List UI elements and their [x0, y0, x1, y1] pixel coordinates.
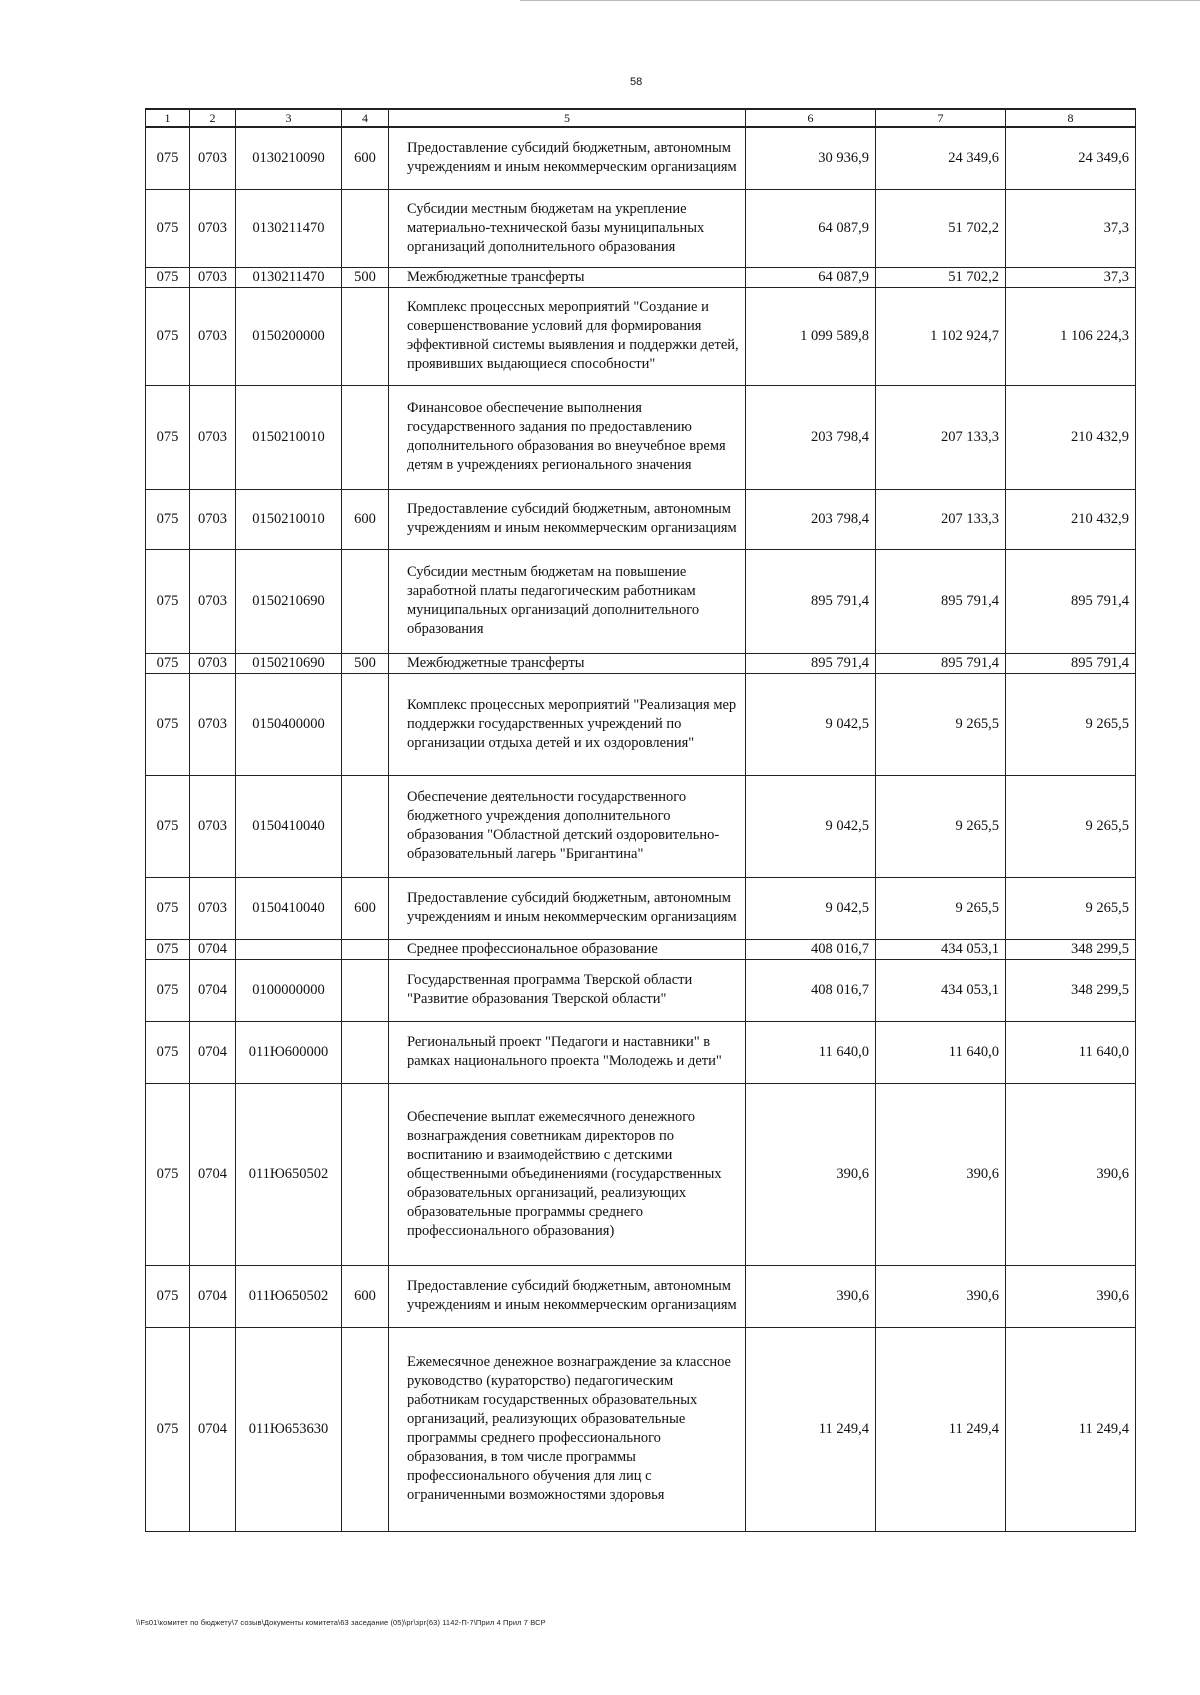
cell-amount-year3: 9 265,5 [1006, 877, 1136, 939]
table-row [146, 489, 1136, 549]
cell-amount-year1: 64 087,9 [746, 267, 876, 287]
cell-amount-year3: 895 791,4 [1006, 653, 1136, 673]
cell-amount-year3: 9 265,5 [1006, 775, 1136, 877]
cell-target-article: 0150410040 [236, 877, 342, 939]
cell-target-article: 0130210090 [236, 127, 342, 189]
cell-expense-type [342, 1021, 389, 1083]
cell-expense-type [342, 189, 389, 267]
cell-amount-year1: 30 936,9 [746, 127, 876, 189]
cell-amount-year1: 9 042,5 [746, 673, 876, 775]
cell-section-code: 0703 [190, 287, 236, 385]
cell-admin-code: 075 [146, 1021, 190, 1083]
cell-target-article: 0130211470 [236, 189, 342, 267]
cell-admin-code: 075 [146, 1327, 190, 1531]
cell-admin-code: 075 [146, 127, 190, 189]
cell-section-code: 0704 [190, 1327, 236, 1531]
cell-amount-year2: 434 053,1 [876, 959, 1006, 1021]
cell-admin-code: 075 [146, 267, 190, 287]
cell-section-code: 0703 [190, 653, 236, 673]
cell-section-code: 0703 [190, 673, 236, 775]
cell-description: Субсидии местным бюджетам на укрепление материально-технической базы муниципальных организаций дополнительного образования [389, 189, 746, 267]
cell-admin-code: 075 [146, 877, 190, 939]
cell-amount-year3: 390,6 [1006, 1083, 1136, 1265]
cell-description: Межбюджетные трансферты [389, 267, 746, 287]
cell-amount-year2: 390,6 [876, 1265, 1006, 1327]
cell-section-code: 0704 [190, 939, 236, 959]
cell-target-article: 011Ю650502 [236, 1265, 342, 1327]
cell-amount-year1: 408 016,7 [746, 939, 876, 959]
cell-amount-year1: 11 249,4 [746, 1327, 876, 1531]
cell-target-article: 0150210010 [236, 489, 342, 549]
cell-target-article: 0150210690 [236, 653, 342, 673]
cell-description: Среднее профессиональное образование [389, 939, 746, 959]
cell-admin-code: 075 [146, 653, 190, 673]
table-row [146, 1083, 1136, 1265]
cell-amount-year3: 895 791,4 [1006, 549, 1136, 653]
cell-amount-year3: 11 249,4 [1006, 1327, 1136, 1531]
cell-admin-code: 075 [146, 287, 190, 385]
cell-target-article: 011Ю650502 [236, 1083, 342, 1265]
column-header: 8 [1006, 109, 1136, 127]
cell-section-code: 0703 [190, 549, 236, 653]
cell-expense-type [342, 287, 389, 385]
cell-expense-type: 600 [342, 877, 389, 939]
table-row [146, 267, 1136, 287]
cell-amount-year2: 11 249,4 [876, 1327, 1006, 1531]
cell-amount-year1: 203 798,4 [746, 489, 876, 549]
column-header: 1 [146, 109, 190, 127]
cell-description: Ежемесячное денежное вознаграждение за классное руководство (кураторство) педагогическим работникам государственных образовательных организаций, реализующих образовательные программы среднего профессионального образования, в том числе программы профессионального обучения для лиц с ограниченными возможностями здоровья [389, 1327, 746, 1531]
cell-description: Субсидии местным бюджетам на повышение заработной платы педагогическим работникам муниципальных организаций дополнительного образования [389, 549, 746, 653]
cell-admin-code: 075 [146, 549, 190, 653]
column-header: 2 [190, 109, 236, 127]
column-header: 6 [746, 109, 876, 127]
table-row [146, 1327, 1136, 1531]
cell-expense-type [342, 775, 389, 877]
column-header: 4 [342, 109, 389, 127]
cell-description: Комплекс процессных мероприятий "Создание и совершенствование условий для формирования эффективной системы выявления и поддержки детей, проявивших выдающиеся способности" [389, 287, 746, 385]
cell-amount-year1: 11 640,0 [746, 1021, 876, 1083]
scan-top-edge [520, 0, 1200, 1]
cell-amount-year1: 895 791,4 [746, 549, 876, 653]
cell-amount-year3: 11 640,0 [1006, 1021, 1136, 1083]
budget-table [145, 108, 1136, 1532]
cell-expense-type [342, 1083, 389, 1265]
cell-amount-year2: 390,6 [876, 1083, 1006, 1265]
cell-amount-year3: 9 265,5 [1006, 673, 1136, 775]
cell-expense-type [342, 1327, 389, 1531]
cell-target-article: 011Ю600000 [236, 1021, 342, 1083]
cell-amount-year3: 348 299,5 [1006, 959, 1136, 1021]
table-row [146, 959, 1136, 1021]
footer-file-path: \\Fs01\комитет по бюджету\7 созыв\Документы комитета\63 заседание (05)\рг\зрг(63) 1142-П-7\Прил 4 Прил 7 ВСР [136, 1618, 546, 1627]
cell-target-article: 0100000000 [236, 959, 342, 1021]
cell-description: Комплекс процессных мероприятий "Реализация мер поддержки государственных учреждений по организации отдыха детей и их оздоровления" [389, 673, 746, 775]
cell-amount-year2: 207 133,3 [876, 489, 1006, 549]
table-row [146, 673, 1136, 775]
cell-description: Финансовое обеспечение выполнения государственного задания по предоставлению дополнительного образования во внеучебное время детям в учреждениях регионального значения [389, 385, 746, 489]
cell-section-code: 0704 [190, 1083, 236, 1265]
cell-amount-year2: 9 265,5 [876, 673, 1006, 775]
cell-amount-year2: 895 791,4 [876, 549, 1006, 653]
table-row [146, 549, 1136, 653]
cell-amount-year3: 390,6 [1006, 1265, 1136, 1327]
cell-amount-year3: 37,3 [1006, 189, 1136, 267]
cell-amount-year1: 203 798,4 [746, 385, 876, 489]
cell-admin-code: 075 [146, 1083, 190, 1265]
cell-amount-year2: 11 640,0 [876, 1021, 1006, 1083]
table-row [146, 1021, 1136, 1083]
cell-section-code: 0703 [190, 189, 236, 267]
cell-section-code: 0703 [190, 877, 236, 939]
cell-section-code: 0703 [190, 267, 236, 287]
cell-description: Государственная программа Тверской области "Развитие образования Тверской области" [389, 959, 746, 1021]
cell-description: Обеспечение деятельности государственного бюджетного учреждения дополнительного образования "Областной детский оздоровительно-образовательный лагерь "Бригантина" [389, 775, 746, 877]
header-row [146, 109, 1136, 127]
cell-target-article: 0130211470 [236, 267, 342, 287]
cell-admin-code: 075 [146, 489, 190, 549]
table-row [146, 189, 1136, 267]
table-row [146, 287, 1136, 385]
cell-amount-year1: 64 087,9 [746, 189, 876, 267]
cell-admin-code: 075 [146, 939, 190, 959]
table-row [146, 1265, 1136, 1327]
cell-amount-year2: 24 349,6 [876, 127, 1006, 189]
cell-admin-code: 075 [146, 385, 190, 489]
cell-amount-year2: 895 791,4 [876, 653, 1006, 673]
table-row [146, 775, 1136, 877]
table-row [146, 127, 1136, 189]
cell-admin-code: 075 [146, 1265, 190, 1327]
cell-amount-year2: 9 265,5 [876, 877, 1006, 939]
cell-expense-type [342, 385, 389, 489]
cell-description: Межбюджетные трансферты [389, 653, 746, 673]
cell-amount-year3: 1 106 224,3 [1006, 287, 1136, 385]
cell-amount-year3: 37,3 [1006, 267, 1136, 287]
cell-expense-type: 600 [342, 1265, 389, 1327]
cell-amount-year1: 390,6 [746, 1083, 876, 1265]
cell-target-article: 0150400000 [236, 673, 342, 775]
column-header: 5 [389, 109, 746, 127]
table-row [146, 385, 1136, 489]
cell-expense-type: 600 [342, 489, 389, 549]
cell-expense-type [342, 673, 389, 775]
cell-section-code: 0703 [190, 127, 236, 189]
cell-section-code: 0704 [190, 959, 236, 1021]
cell-target-article [236, 939, 342, 959]
cell-amount-year1: 9 042,5 [746, 775, 876, 877]
cell-section-code: 0704 [190, 1265, 236, 1327]
table-row [146, 939, 1136, 959]
cell-amount-year2: 1 102 924,7 [876, 287, 1006, 385]
cell-expense-type [342, 959, 389, 1021]
cell-amount-year1: 408 016,7 [746, 959, 876, 1021]
cell-amount-year2: 434 053,1 [876, 939, 1006, 959]
cell-amount-year3: 210 432,9 [1006, 385, 1136, 489]
column-header: 7 [876, 109, 1006, 127]
cell-amount-year2: 51 702,2 [876, 267, 1006, 287]
cell-target-article: 0150200000 [236, 287, 342, 385]
cell-amount-year1: 390,6 [746, 1265, 876, 1327]
cell-description: Предоставление субсидий бюджетным, автономным учреждениям и иным некоммерческим организациям [389, 1265, 746, 1327]
cell-description: Предоставление субсидий бюджетным, автономным учреждениям и иным некоммерческим организациям [389, 127, 746, 189]
cell-admin-code: 075 [146, 775, 190, 877]
cell-expense-type: 600 [342, 127, 389, 189]
cell-amount-year3: 210 432,9 [1006, 489, 1136, 549]
cell-section-code: 0703 [190, 489, 236, 549]
cell-target-article: 011Ю653630 [236, 1327, 342, 1531]
column-header: 3 [236, 109, 342, 127]
cell-description: Предоставление субсидий бюджетным, автономным учреждениям и иным некоммерческим организациям [389, 489, 746, 549]
cell-description: Предоставление субсидий бюджетным, автономным учреждениям и иным некоммерческим организациям [389, 877, 746, 939]
cell-expense-type: 500 [342, 267, 389, 287]
table-row [146, 877, 1136, 939]
cell-section-code: 0703 [190, 385, 236, 489]
cell-amount-year3: 24 349,6 [1006, 127, 1136, 189]
cell-expense-type: 500 [342, 653, 389, 673]
cell-amount-year1: 1 099 589,8 [746, 287, 876, 385]
cell-target-article: 0150210010 [236, 385, 342, 489]
cell-target-article: 0150210690 [236, 549, 342, 653]
cell-amount-year3: 348 299,5 [1006, 939, 1136, 959]
cell-description: Региональный проект "Педагоги и наставники" в рамках национального проекта "Молодежь и дети" [389, 1021, 746, 1083]
cell-amount-year1: 895 791,4 [746, 653, 876, 673]
cell-expense-type [342, 549, 389, 653]
cell-admin-code: 075 [146, 189, 190, 267]
page-number: 58 [630, 76, 643, 88]
cell-section-code: 0704 [190, 1021, 236, 1083]
cell-amount-year2: 9 265,5 [876, 775, 1006, 877]
cell-amount-year2: 207 133,3 [876, 385, 1006, 489]
cell-amount-year1: 9 042,5 [746, 877, 876, 939]
cell-amount-year2: 51 702,2 [876, 189, 1006, 267]
cell-description: Обеспечение выплат ежемесячного денежного вознаграждения советникам директоров по воспитанию и взаимодействию с детскими общественными объединениями (государственных образовательных организаций, реализующих образовательные программы среднего профессионального образования) [389, 1083, 746, 1265]
cell-target-article: 0150410040 [236, 775, 342, 877]
cell-admin-code: 075 [146, 673, 190, 775]
cell-expense-type [342, 939, 389, 959]
table-row [146, 653, 1136, 673]
cell-section-code: 0703 [190, 775, 236, 877]
cell-admin-code: 075 [146, 959, 190, 1021]
